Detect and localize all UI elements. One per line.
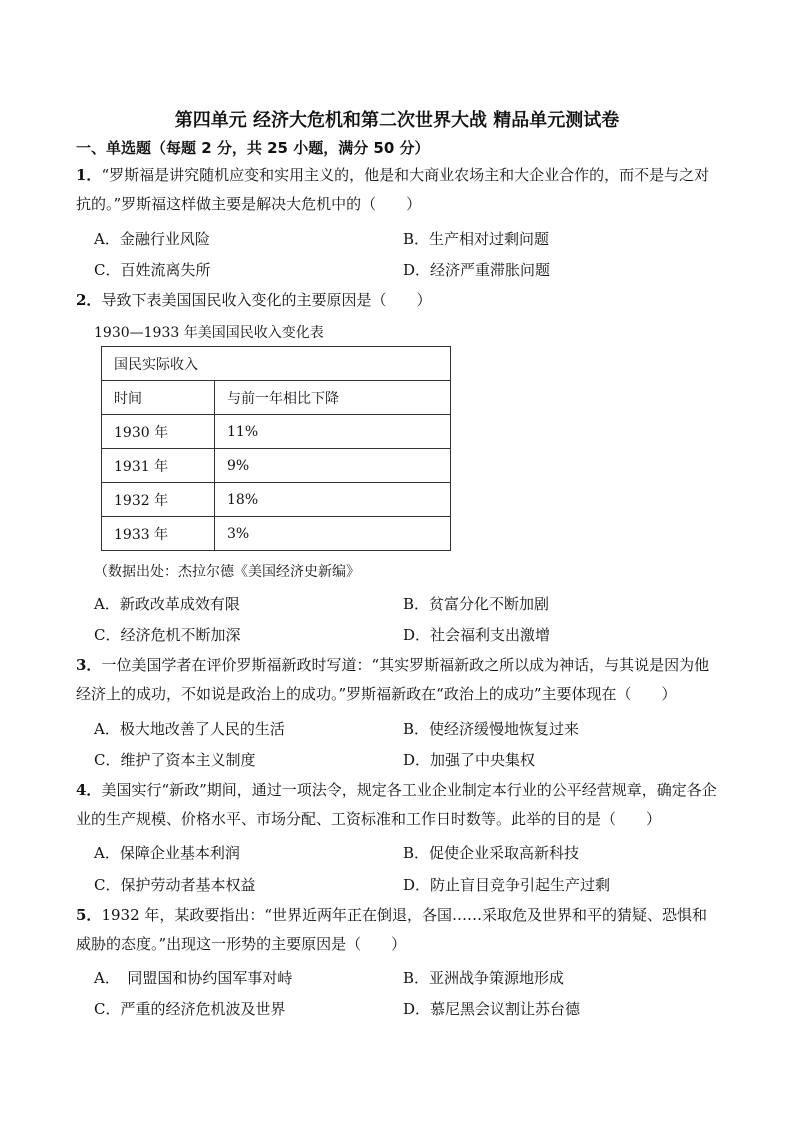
value-cell: 18% [215,483,451,517]
section-heading: 一、单选题（每题 2 分，共 25 小题，满分 50 分） [76,139,430,157]
table-row [102,483,451,517]
question-4 [76,776,721,834]
table-column-row [102,381,451,415]
option-a: A．金融行业风险 [94,230,210,248]
data-source: （数据出处：杰拉尔德《美国经济史新编》 [94,564,360,580]
option-c: C．维护了资本主义制度 [94,751,256,769]
value-cell: 9% [215,449,451,483]
question-5 [76,901,721,959]
year-cell: 1930 年 [102,415,215,449]
option-c: C．严重的经济危机波及世界 [94,1000,286,1018]
table-row [102,517,451,551]
question-3 [76,651,721,709]
page-title: 第四单元 经济大危机和第二次世界大战 精品单元测试卷 [174,110,620,131]
option-b: B．贫富分化不断加剧 [403,595,550,613]
value-cell: 11% [215,415,451,449]
option-c: C．保护劳动者基本权益 [94,876,256,894]
table-row [102,449,451,483]
question-number: 3． [76,656,102,674]
option-b: B．亚洲战争策源地形成 [403,969,565,987]
table-row [102,415,451,449]
option-c: C．百姓流离失所 [94,261,211,279]
option-d: D．社会福利支出激增 [403,626,551,644]
value-cell: 3% [215,517,451,551]
question-number: 1． [76,166,102,184]
question-text: 美国实行“新政”期间，通过一项法令，规定各工业企业制定本行业的公平经营规章，确定各企业的生产规模、价格水平、市场分配、工资标准和工作日时数等。此举的目的是（ ） [76,781,717,828]
year-cell: 1932 年 [102,483,215,517]
table-caption: 1930—1933 年美国国民收入变化表 [94,325,324,341]
option-b: B．使经济缓慢地恢复过来 [403,720,580,738]
option-d: D．经济严重滞胀问题 [403,261,551,279]
question-number: 2． [76,291,102,309]
option-d: D．防止盲目竞争引起生产过剩 [403,876,611,894]
option-b: B．促使企业采取高新科技 [403,844,580,862]
option-a: A． 同盟国和协约国军事对峙 [94,969,293,987]
table-header: 国民实际收入 [102,347,451,381]
option-b: B．生产相对过剩问题 [403,230,550,248]
column-header-decline: 与前一年相比下降 [215,381,451,415]
year-cell: 1933 年 [102,517,215,551]
question-2 [76,286,721,315]
question-text: 导致下表美国国民收入变化的主要原因是（ ） [101,291,432,309]
question-text: 1932 年，某政要指出：“世界近两年正在倒退，各国……采取危及世界和平的猜疑、恐惧和威胁的态度。”出现这一形势的主要原因是（ ） [76,906,708,953]
option-a: A．新政改革成效有限 [94,595,240,613]
option-d: D．慕尼黑会议割让苏台德 [403,1000,581,1018]
question-1 [76,161,721,219]
column-header-time: 时间 [102,381,215,415]
year-cell: 1931 年 [102,449,215,483]
option-d: D．加强了中央集权 [403,751,536,769]
question-number: 4． [76,781,102,799]
table-header-row [102,347,451,381]
option-a: A．保障企业基本利润 [94,844,240,862]
question-number: 5． [76,906,102,924]
option-c: C．经济危机不断加深 [94,626,241,644]
question-text: 一位美国学者在评价罗斯福新政时写道：“其实罗斯福新政之所以成为神话，与其说是因为他经济上的成功，不如说是政治上的成功。”罗斯福新政在“政治上的成功”主要体现在（ ） [76,656,710,703]
question-text: “罗斯福是讲究随机应变和实用主义的，他是和大商业农场主和大企业合作的，而不是与之对抗的。”罗斯福这样做主要是解决大危机中的（ ） [76,166,710,213]
option-a: A．极大地改善了人民的生活 [94,720,285,738]
income-table [101,346,451,551]
